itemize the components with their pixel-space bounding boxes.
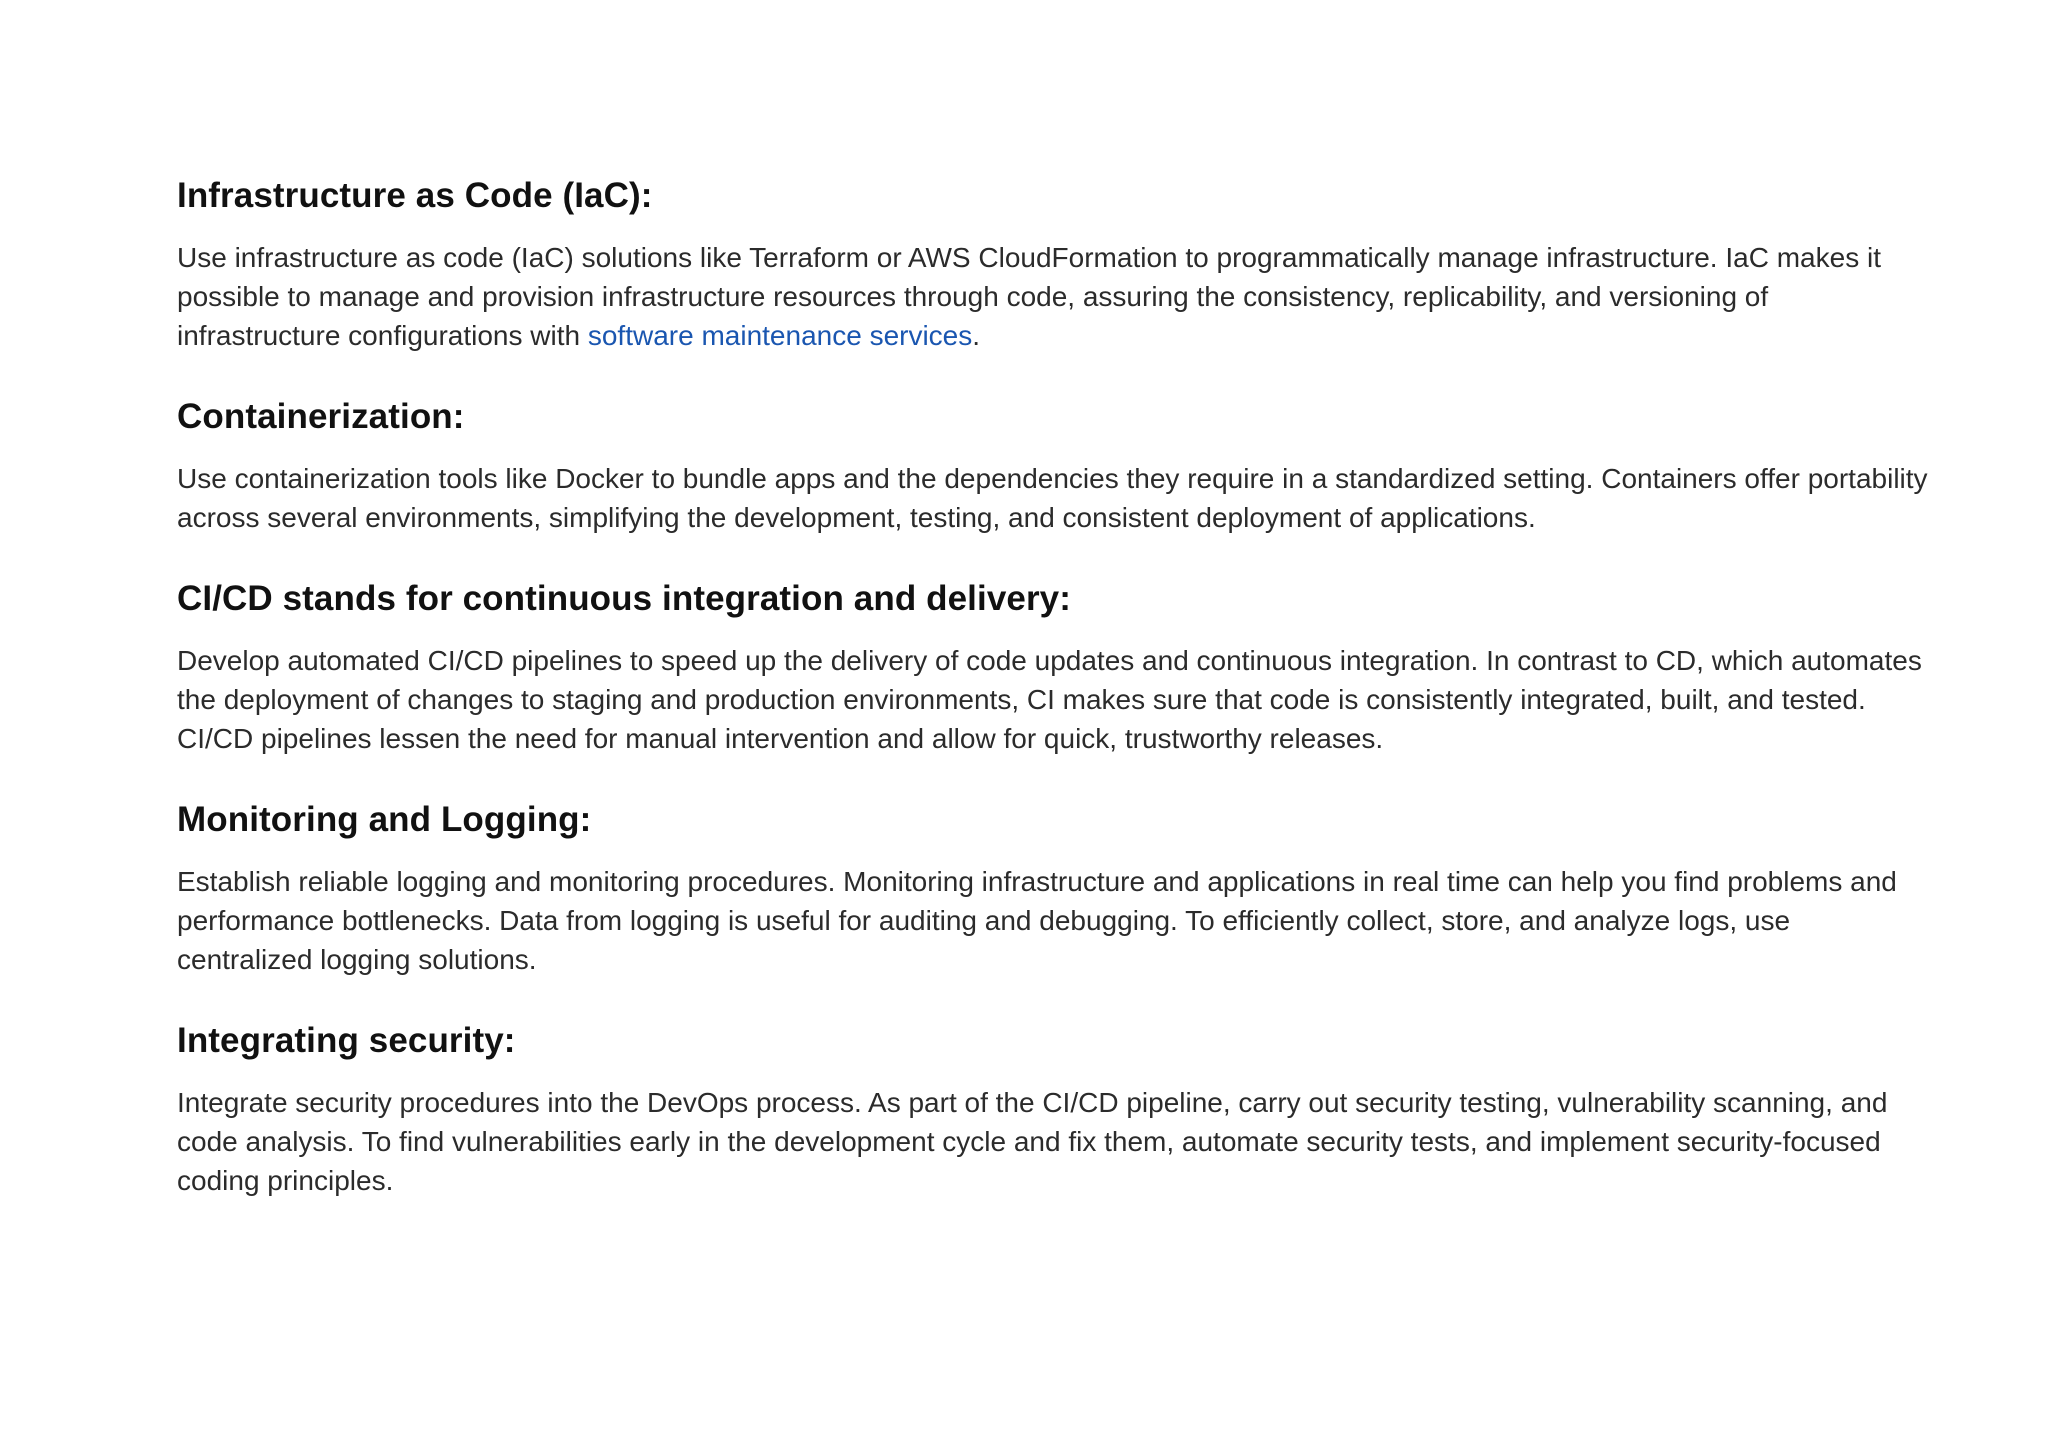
section-body: Establish reliable logging and monitoring procedures. Monitoring infrastructure and applications in real time can help you find problems and performance bottlenecks. Data from logging is useful for auditing and debugging. To efficiently collect, store, and analyze logs, use centralized logging solutions. — [177, 866, 1897, 975]
section-cicd — [177, 575, 1928, 758]
section-body: Integrate security procedures into the DevOps process. As part of the CI/CD pipeline, carry out security testing, vulnerability scanning, and code analysis. To find vulnerabilities early in the development cycle and fix them, automate security tests, and implement security-focused coding principles. — [177, 1087, 1888, 1196]
section-body: Develop automated CI/CD pipelines to speed up the delivery of code updates and continuous integration. In contrast to CD, which automates the deployment of changes to staging and production environments, CI makes sure that code is consistently integrated, built, and tested. CI/CD pipelines lessen the need for manual intervention and allow for quick, trustworthy releases. — [177, 645, 1922, 754]
section-containerization — [177, 393, 1928, 537]
section-heading: Infrastructure as Code (IaC): — [177, 176, 653, 215]
section-heading: Monitoring and Logging: — [177, 800, 592, 839]
section-body — [177, 238, 1928, 355]
section-heading: Integrating security: — [177, 1021, 516, 1060]
body-text: Use infrastructure as code (IaC) solutions like Terraform or AWS CloudFormation to programmatically manage infrastructure. IaC makes it possible to manage and provision infrastructure resources through code, assuring the consistency, replicability, and versioning of infrastructure configurations with — [177, 242, 1881, 351]
software-maintenance-services-link[interactable]: software maintenance services — [587, 320, 973, 351]
body-text-end: . — [972, 320, 981, 351]
section-security — [177, 1017, 1928, 1200]
section-heading: CI/CD stands for continuous integration and delivery: — [177, 579, 1071, 618]
section-iac — [177, 172, 1928, 355]
section-body: Use containerization tools like Docker to bundle apps and the dependencies they require in a standardized setting. Containers offer portability across several environments, simplifying the development, testing, and consistent deployment of applications. — [177, 463, 1928, 533]
section-heading: Containerization: — [177, 397, 465, 436]
section-monitoring-logging — [177, 796, 1928, 979]
